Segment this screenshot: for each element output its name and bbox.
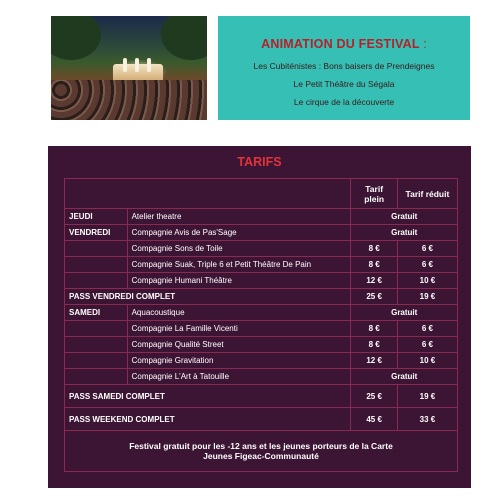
day-cell [65,321,128,337]
table-row [65,289,458,305]
day-cell [65,241,128,257]
show-name-cell: Compagnie Sons de Toile [127,241,351,257]
table-row [65,353,458,369]
tarif-free-cell: Gratuit [351,369,458,385]
tarif-plein-cell: 8 € [351,241,397,257]
day-cell [65,369,128,385]
day-cell [65,257,128,273]
festival-act: Les Cubiténistes : Bons baisers de Prendeignes [253,61,435,71]
tarif-reduit-cell: 19 € [397,289,457,305]
table-row [65,257,458,273]
day-cell [65,273,128,289]
table-row [65,305,458,321]
show-name-cell: Compagnie Avis de Pas'Sage [127,225,351,241]
tarif-reduit-cell: 6 € [397,241,457,257]
tarif-reduit-cell: 19 € [397,385,457,408]
table-row [65,408,458,431]
table-row [65,369,458,385]
footer-note-line1: Festival gratuit pour les -12 ans et les jeunes porteurs de la Carte [129,441,393,451]
tarif-free-cell: Gratuit [351,225,458,241]
tarif-reduit-cell: 6 € [397,257,457,273]
show-name-cell: Aquacoustique [127,305,351,321]
tarif-plein-cell: 12 € [351,353,397,369]
festival-act: Le cirque de la découverte [293,97,395,107]
show-name-cell: Compagnie Qualité Street [127,337,351,353]
day-cell: JEUDI [65,209,128,225]
pass-label: PASS SAMEDI COMPLET [65,385,351,408]
tarif-plein-cell: 8 € [351,257,397,273]
tarif-reduit-cell: 6 € [397,321,457,337]
tarif-free-cell: Gratuit [351,209,458,225]
tarif-plein-cell: 8 € [351,337,397,353]
tarif-reduit-cell: 10 € [397,353,457,369]
col-tarif-reduit: Tarif réduit [397,179,457,209]
show-name-cell: Compagnie L'Art à Tatouille [127,369,351,385]
festival-photo [51,16,207,120]
tarifs-table [64,178,458,472]
tarif-plein-cell: 25 € [351,289,397,305]
col-tarif-plein: Tarif plein [351,179,397,209]
footer-note-line2: Jeunes Figeac-Communauté [203,451,319,461]
table-row [65,337,458,353]
tarif-reduit-cell: 33 € [397,408,457,431]
tarif-reduit-cell: 6 € [397,337,457,353]
pass-label: PASS WEEKEND COMPLET [65,408,351,431]
tarif-reduit-cell: 10 € [397,273,457,289]
pass-label: PASS VENDREDI COMPLET [65,289,351,305]
tarif-plein-cell: 8 € [351,321,397,337]
table-row [65,225,458,241]
festival-title: ANIMATION DU FESTIVAL : [261,37,427,51]
tarifs-heading: TARIFS [237,155,282,169]
day-cell [65,353,128,369]
show-name-cell: Compagnie Gravitation [127,353,351,369]
table-row [65,385,458,408]
table-row [65,321,458,337]
day-cell [65,337,128,353]
table-row [65,273,458,289]
day-cell: SAMEDI [65,305,128,321]
table-header-row [65,179,458,209]
festival-act: Le Petit Théâtre du Ségala [293,79,395,89]
table-row [65,209,458,225]
day-cell: VENDREDI [65,225,128,241]
table-row [65,241,458,257]
table-footer-row [65,431,458,472]
tarif-free-cell: Gratuit [351,305,458,321]
tarif-plein-cell: 12 € [351,273,397,289]
tarif-plein-cell: 45 € [351,408,397,431]
festival-animation-panel [218,16,470,120]
show-name-cell: Compagnie Suak, Triple 6 et Petit Théâtre De Pain [127,257,351,273]
show-name-cell: Compagnie Humani Théâtre [127,273,351,289]
show-name-cell: Atelier theatre [127,209,351,225]
tarif-plein-cell: 25 € [351,385,397,408]
show-name-cell: Compagnie La Famille Vicenti [127,321,351,337]
